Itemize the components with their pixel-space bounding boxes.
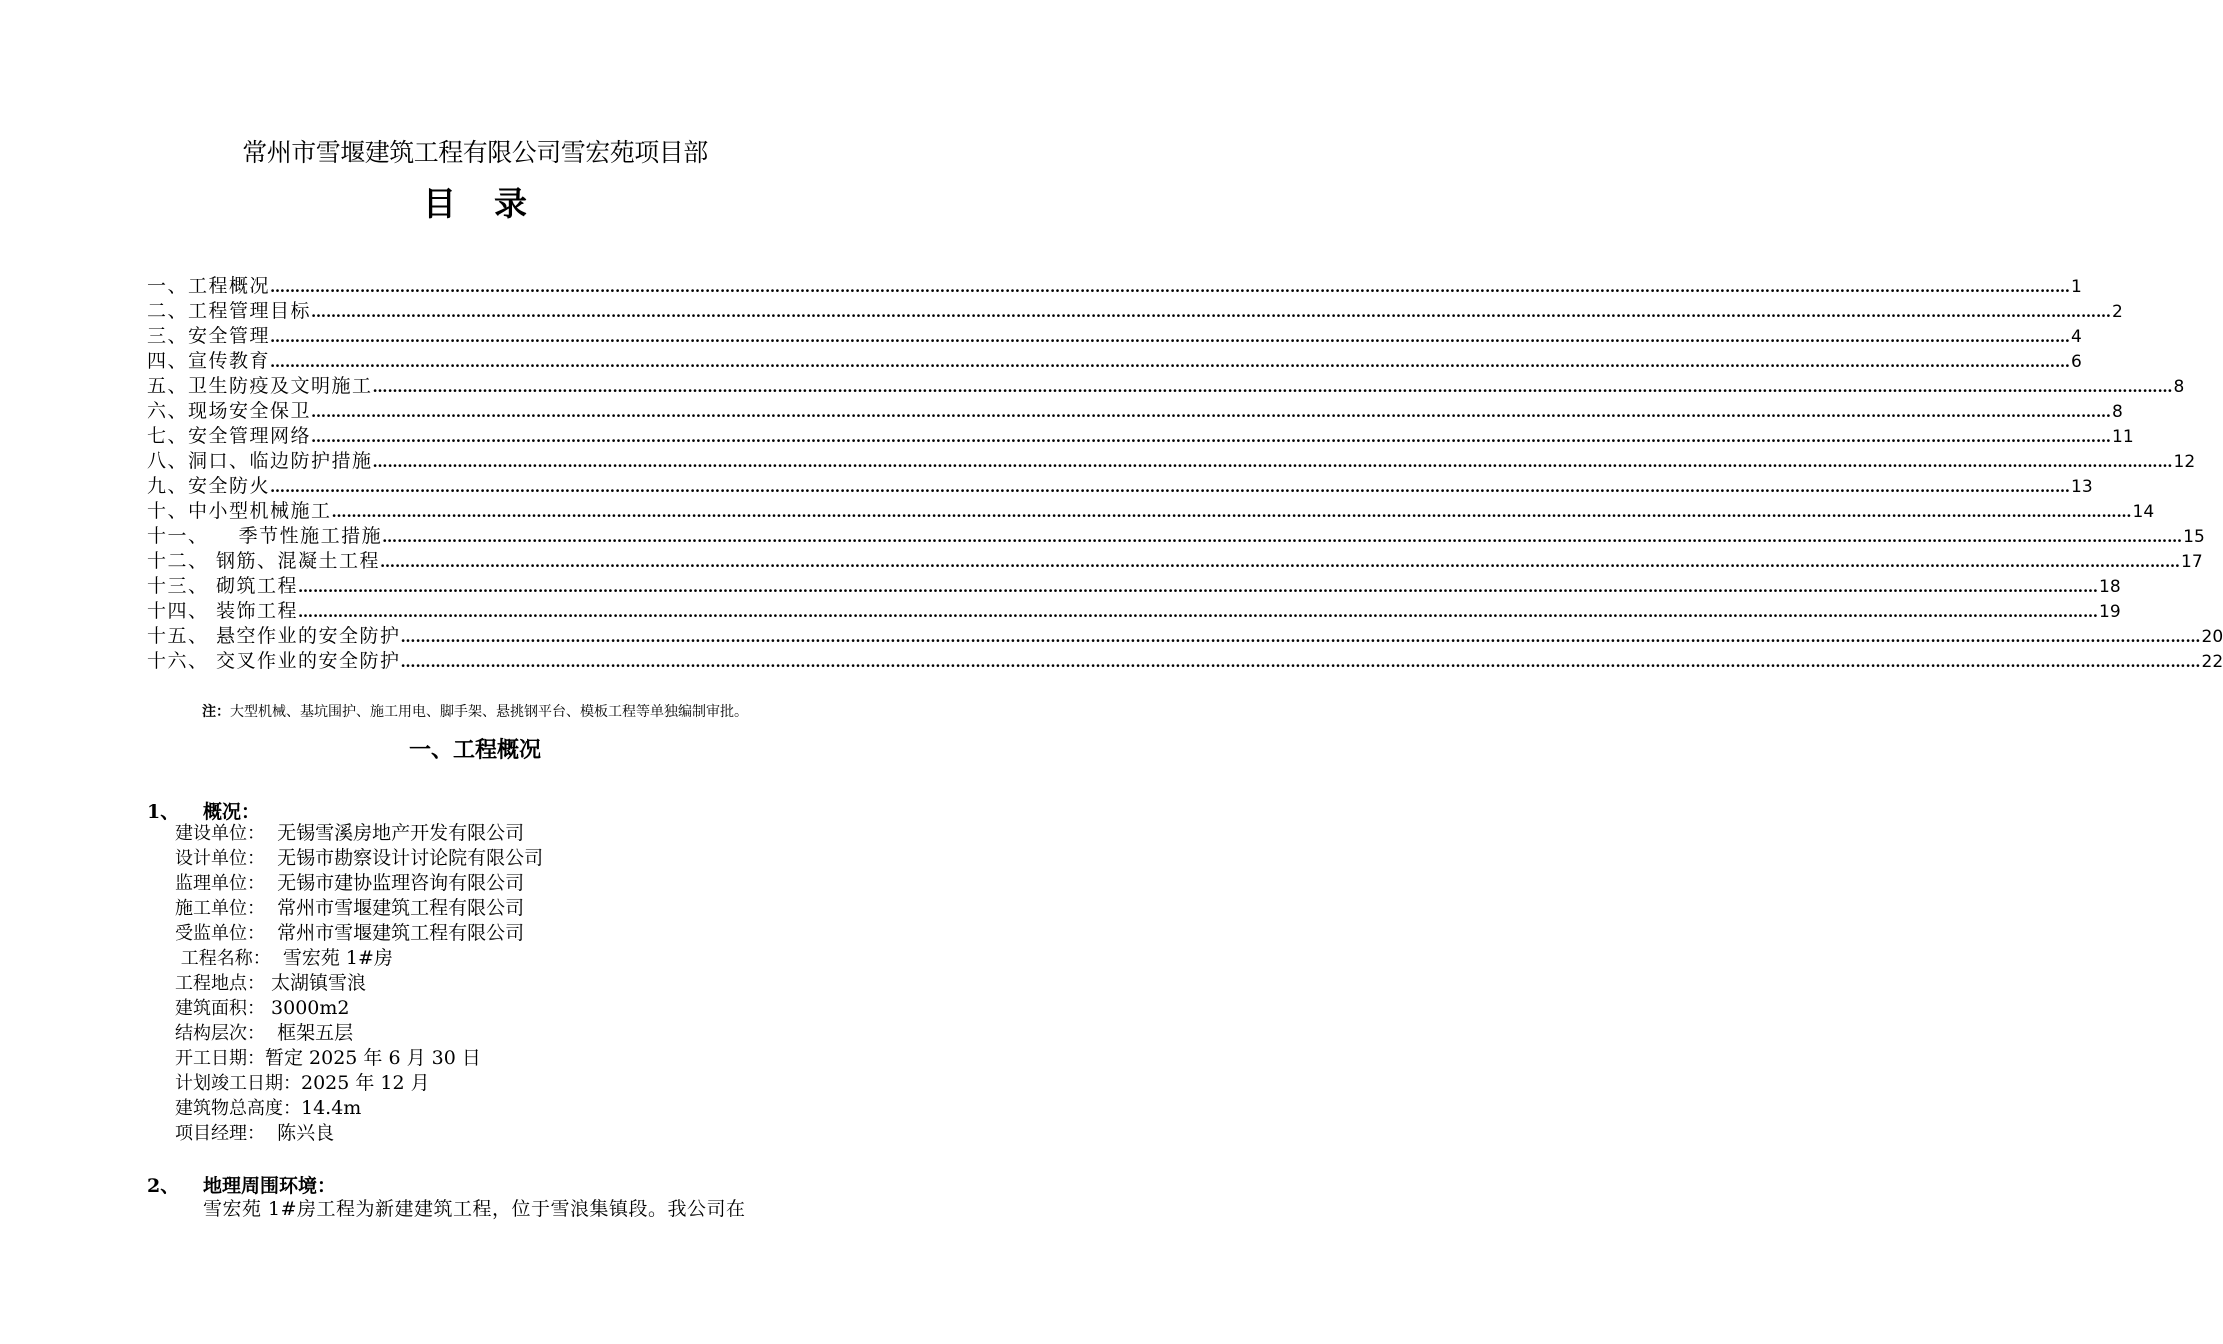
toc-entry-label: 六、现场安全保卫 (147, 400, 312, 422)
info-row (175, 1046, 543, 1071)
info-value: 太湖镇雪浪 (265, 972, 367, 994)
info-key: 工程名称： (175, 948, 271, 969)
info-key: 开工日期： (175, 1048, 265, 1069)
toc-leader-dots: ……………………………………………………………………………………………………………………………………………………………………………………………………………………………………………………………………………………………………………………………… (270, 328, 2071, 346)
info-key: 设计单位： (175, 848, 265, 869)
toc-leader-dots: ……………………………………………………………………………………………………………………………………………………………………………………………………………………………………………………………………………………………………………………………… (380, 553, 2181, 571)
toc-leader-dots: ……………………………………………………………………………………………………………………………………………………………………………………………………………………………………………………………………………………………………………………………… (311, 303, 2112, 321)
info-row (175, 1121, 543, 1146)
toc-leader-dots: ……………………………………………………………………………………………………………………………………………………………………………………………………………………………………………………………………………………………………………………………… (298, 603, 2099, 621)
subsection-number: 1、 (147, 801, 180, 823)
info-value: 无锡市建协监理咨询有限公司 (265, 872, 525, 894)
toc-page-number: 4 (2071, 327, 2082, 347)
toc-entry-label: 五、卫生防疫及文明施工 (147, 375, 373, 397)
section-title: 一、工程概况 (408, 738, 541, 763)
toc-entry-label: 九、安全防火 (147, 475, 271, 497)
info-row (175, 1021, 543, 1046)
company-header: 常州市雪堰建筑工程有限公司雪宏苑项目部 (242, 138, 708, 167)
info-key: 建筑物总高度： (175, 1098, 301, 1119)
info-value: 无锡市勘察设计讨论院有限公司 (265, 847, 544, 869)
info-value: 2025 年 12 月 (301, 1072, 430, 1094)
toc-entry-label: 十三、 砌筑工程 (147, 575, 299, 597)
toc-leader-dots: ……………………………………………………………………………………………………………………………………………………………………………………………………………………………………………………………………………………………………………………………… (298, 578, 2099, 596)
info-key: 建筑面积： (175, 998, 265, 1019)
toc-title: 目录 (423, 184, 565, 223)
toc-entry[interactable] (147, 299, 2123, 324)
toc-entry[interactable] (147, 499, 2155, 524)
info-row (175, 921, 543, 946)
toc-entry-label: 十四、 装饰工程 (147, 600, 299, 622)
toc-leader-dots: ……………………………………………………………………………………………………………………………………………………………………………………………………………………………………………………………………………………………………………………………… (372, 453, 2173, 471)
info-key: 项目经理： (175, 1123, 265, 1144)
info-key: 结构层次： (175, 1023, 265, 1044)
toc-page-number: 17 (2181, 552, 2203, 572)
toc-entry-label: 一、工程概况 (147, 275, 271, 297)
info-value: 无锡雪溪房地产开发有限公司 (265, 822, 525, 844)
toc-leader-dots: ……………………………………………………………………………………………………………………………………………………………………………………………………………………………………………………………………………………………………………………………… (382, 528, 2183, 546)
toc-entry-label: 四、宣传教育 (147, 350, 271, 372)
toc-entry[interactable] (147, 274, 2082, 299)
toc-leader-dots: ……………………………………………………………………………………………………………………………………………………………………………………………………………………………………………………………………………………………………………………………… (270, 278, 2071, 296)
info-key: 监理单位： (175, 873, 265, 894)
toc-entry-label: 十二、 钢筋、混凝土工程 (147, 550, 381, 572)
toc-entry[interactable] (147, 549, 2203, 574)
toc-leader-dots: ……………………………………………………………………………………………………………………………………………………………………………………………………………………………………………………………………………………………………………………………… (372, 378, 2173, 396)
info-key: 建设单位： (175, 823, 265, 844)
info-row (175, 1096, 543, 1121)
info-row (175, 821, 543, 846)
toc-page-number: 8 (2112, 402, 2123, 422)
toc-leader-dots: ……………………………………………………………………………………………………………………………………………………………………………………………………………………………………………………………………………………………………………………………… (311, 403, 2112, 421)
toc-page-number: 19 (2099, 602, 2121, 622)
info-row (175, 1071, 543, 1096)
info-row (175, 996, 543, 1021)
toc-leader-dots: ……………………………………………………………………………………………………………………………………………………………………………………………………………………………………………………………………………………………………………………………… (311, 428, 2112, 446)
toc-entry[interactable] (147, 424, 2134, 449)
info-value: 雪宏苑 1#房 (270, 947, 393, 969)
info-value: 常州市雪堰建筑工程有限公司 (265, 922, 525, 944)
toc-page-number: 14 (2132, 502, 2155, 522)
note-text: 大型机械、基坑围护、施工用电、脚手架、悬挑钢平台、模板工程等单独编制审批。 (230, 704, 748, 720)
toc-page-number: 8 (2173, 377, 2185, 397)
info-key: 施工单位： (175, 898, 265, 919)
body-paragraph: 雪宏苑 1#房工程为新建建筑工程，位于雪浪集镇段。我公司在 (203, 1198, 746, 1220)
toc-entry-label: 十六、 交叉作业的安全防护 (147, 650, 401, 672)
toc-page-number: 1 (2071, 277, 2082, 297)
toc-leader-dots: ……………………………………………………………………………………………………………………………………………………………………………………………………………………………………………………………………………………………………………………………… (400, 653, 2201, 671)
info-value: 14.4m (301, 1097, 362, 1119)
subsection-heading-1 (147, 797, 260, 824)
info-row (175, 846, 543, 871)
info-key: 计划竣工日期： (175, 1073, 301, 1094)
toc-entry[interactable] (147, 649, 2223, 674)
info-row (175, 871, 543, 896)
toc-page-number: 11 (2112, 427, 2134, 447)
info-value: 3000m2 (265, 997, 350, 1019)
toc-entry[interactable] (147, 324, 2082, 349)
info-value: 常州市雪堰建筑工程有限公司 (265, 897, 525, 919)
toc-entry[interactable] (147, 474, 2093, 499)
toc-entry-label: 七、安全管理网络 (147, 425, 312, 447)
note (0, 701, 950, 721)
subsection-title: 概况： (203, 801, 261, 823)
info-key: 受监单位： (175, 923, 265, 944)
toc-entry[interactable] (147, 574, 2121, 599)
info-row (175, 896, 543, 921)
toc-leader-dots: ……………………………………………………………………………………………………………………………………………………………………………………………………………………………………………………………………………………………………………………………… (331, 503, 2132, 521)
table-of-contents (147, 274, 2223, 674)
info-value: 暂定 2025 年 6 月 30 日 (265, 1047, 481, 1069)
toc-page-number: 6 (2071, 352, 2082, 372)
toc-page-number: 15 (2183, 527, 2205, 547)
toc-page-number: 2 (2112, 302, 2123, 322)
toc-leader-dots: ……………………………………………………………………………………………………………………………………………………………………………………………………………………………………………………………………………………………………………………………… (400, 628, 2201, 646)
toc-page-number: 12 (2173, 452, 2196, 472)
info-row (175, 971, 543, 996)
toc-entry-label: 十五、 悬空作业的安全防护 (147, 625, 401, 647)
toc-entry-label: 十一、 季节性施工措施 (147, 525, 383, 547)
toc-page-number: 20 (2201, 627, 2223, 647)
toc-entry[interactable] (147, 524, 2205, 549)
toc-page-number: 18 (2099, 577, 2121, 597)
info-key: 工程地点： (175, 973, 265, 994)
toc-entry-label: 十、中小型机械施工 (147, 500, 332, 522)
info-value: 框架五层 (265, 1022, 354, 1044)
toc-entry-label: 二、工程管理目标 (147, 300, 312, 322)
toc-entry[interactable] (147, 374, 2185, 399)
toc-entry-label: 八、洞口、临边防护措施 (147, 450, 373, 472)
toc-entry[interactable] (147, 599, 2121, 624)
project-info-list (175, 821, 543, 1146)
info-value: 陈兴良 (265, 1122, 335, 1144)
toc-entry-label: 三、安全管理 (147, 325, 271, 347)
toc-entry[interactable] (147, 399, 2123, 424)
info-row (175, 946, 543, 971)
toc-entry[interactable] (147, 349, 2082, 374)
toc-entry[interactable] (147, 449, 2196, 474)
toc-page-number: 22 (2201, 652, 2223, 672)
subsection-number: 2、 (147, 1175, 180, 1197)
subsection-title: 地理周围环境： (203, 1175, 337, 1197)
toc-leader-dots: ……………………………………………………………………………………………………………………………………………………………………………………………………………………………………………………………………………………………………………………………… (270, 353, 2071, 371)
note-prefix: 注： (202, 704, 230, 720)
toc-entry[interactable] (147, 624, 2223, 649)
toc-page-number: 13 (2071, 477, 2093, 497)
toc-leader-dots: ……………………………………………………………………………………………………………………………………………………………………………………………………………………………………………………………………………………………………………………………… (270, 478, 2071, 496)
